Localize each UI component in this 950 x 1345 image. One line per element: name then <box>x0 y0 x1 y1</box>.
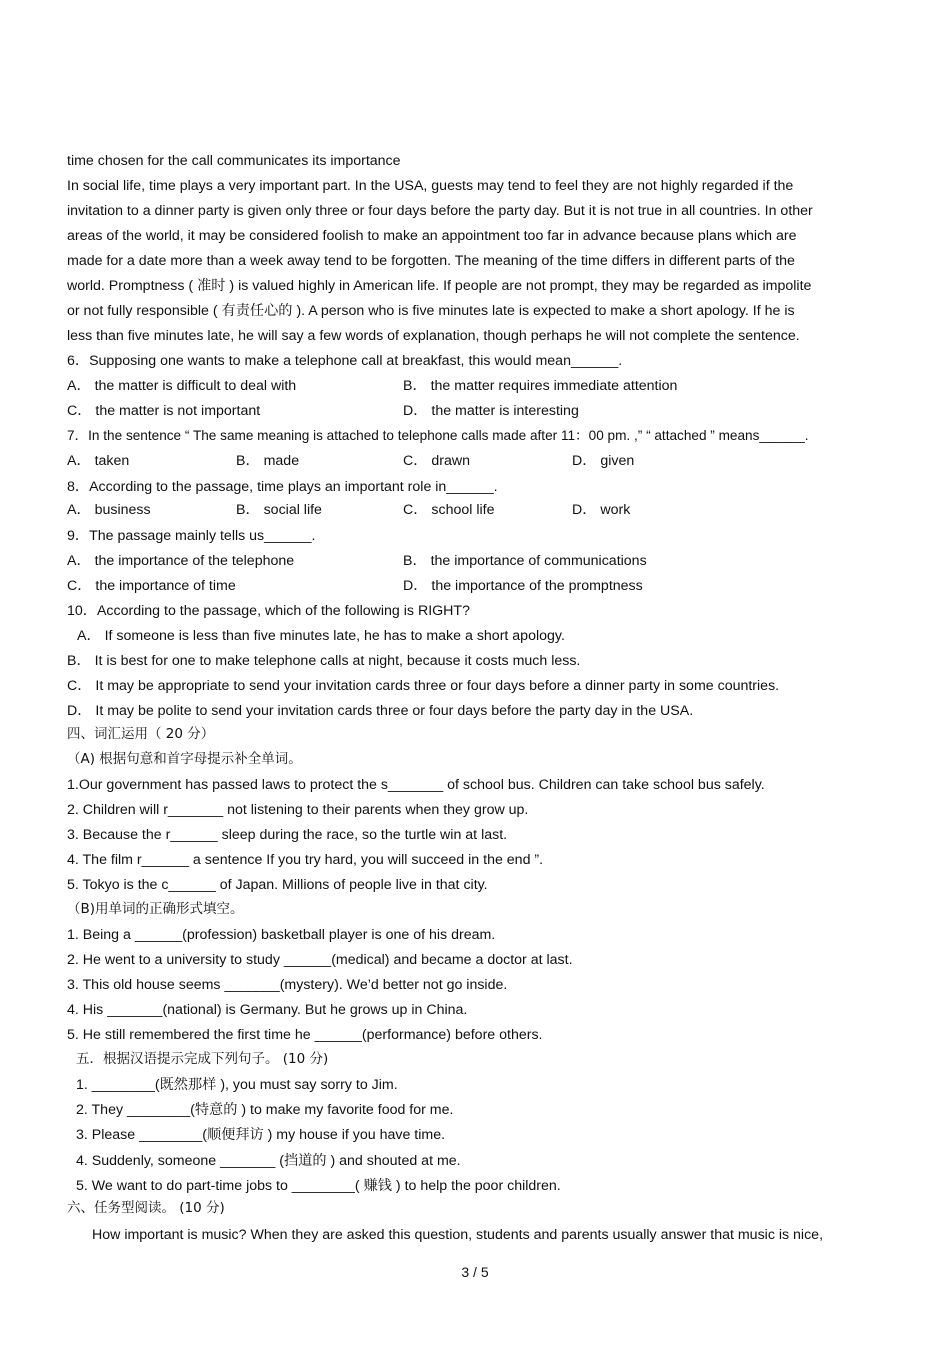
passage-line: invitation to a dinner party is given only three or four days before the party day. But it is not true in all countries. In other <box>67 203 813 219</box>
passage-line: areas of the world, it may be considered foolish to make an appointment too far in advance because plans which are <box>67 228 797 244</box>
list-item: 5. Tokyo is the c______ of Japan. Millions of people live in that city. <box>67 877 488 893</box>
option-c: C． drawn <box>403 453 471 469</box>
option-c: C． It may be appropriate to send your invitation cards three or four days before a dinner party in some countries. <box>67 678 780 694</box>
question-stem: 7．In the sentence “ The same meaning is attached to telephone calls made after 11：00 pm. ,” “ attached ” means______. <box>67 428 809 443</box>
section-title: 四、词汇运用（ 20 分） <box>67 726 215 742</box>
option-b: B． the matter requires immediate attention <box>403 378 678 394</box>
list-item: 2. They ________(特意的 ) to make my favorite food for me. <box>76 1102 454 1118</box>
passage-line: world. Promptness ( 准时 ) is valued highly in American life. If people are not prompt, they may be regarded as impolite <box>67 278 812 294</box>
list-item: 5. We want to do part-time jobs to ________( 赚钱 ) to help the poor children. <box>76 1178 561 1194</box>
list-item: 2. Children will r_______ not listening to their parents when they grow up. <box>67 802 529 818</box>
part-title: （B)用单词的正确形式填空。 <box>67 901 244 917</box>
page-number: 3 / 5 <box>461 1264 489 1280</box>
option-a: A． If someone is less than five minutes late, he has to make a short apology. <box>77 628 565 644</box>
passage-line: time chosen for the call communicates its importance <box>67 153 401 169</box>
option-d: D． given <box>572 453 635 469</box>
list-item: 1. ________(既然那样 ), you must say sorry to Jim. <box>76 1077 398 1093</box>
option-d: D． work <box>572 502 631 518</box>
option-b: B． the importance of communications <box>403 553 647 569</box>
list-item: 4. His _______(national) is Germany. But he grows up in China. <box>67 1002 468 1018</box>
question-stem: 10．According to the passage, which of the following is RIGHT? <box>67 603 470 619</box>
paragraph-line: How important is music? When they are asked this question, students and parents usually answer that music is nice, <box>92 1227 824 1243</box>
list-item: 4. The film r______ a sentence If you try hard, you will succeed in the end ”. <box>67 852 544 868</box>
passage-line: or not fully responsible ( 有责任心的 ). A person who is five minutes late is expected to make a short apology. If he is <box>67 303 795 319</box>
section-title: 五．根据汉语提示完成下列句子。 (10 分) <box>76 1051 329 1067</box>
list-item: 1. Being a ______(profession) basketball player is one of his dream. <box>67 927 496 943</box>
option-a: A． the matter is difficult to deal with <box>67 378 297 394</box>
list-item: 3. This old house seems _______(mystery). We’d better not go inside. <box>67 977 508 993</box>
list-item: 3. Because the r______ sleep during the race, so the turtle win at last. <box>67 827 508 843</box>
option-d: D． the importance of the promptness <box>403 578 643 594</box>
section-title: 六、任务型阅读。 (10 分) <box>67 1200 225 1216</box>
question-stem: 6．Supposing one wants to make a telephone call at breakfast, this would mean______. <box>67 353 623 369</box>
option-a: A． taken <box>67 453 130 469</box>
list-item: 2. He went to a university to study ______(medical) and became a doctor at last. <box>67 952 573 968</box>
list-item: 5. He still remembered the first time he ______(performance) before others. <box>67 1027 543 1043</box>
option-c: C． the matter is not important <box>67 403 261 419</box>
list-item: 4. Suddenly, someone _______ (挡道的 ) and shouted at me. <box>76 1153 461 1169</box>
option-c: C． school life <box>403 502 495 518</box>
part-title: （A) 根据句意和首字母提示补全单词。 <box>67 751 302 767</box>
option-a: A． business <box>67 502 151 518</box>
option-b: B． It is best for one to make telephone calls at night, because it costs much less. <box>67 653 581 669</box>
option-c: C． the importance of time <box>67 578 236 594</box>
option-a: A． the importance of the telephone <box>67 553 295 569</box>
passage-line: less than five minutes late, he will say a few words of explanation, though perhaps he will not complete the sentence. <box>67 328 800 344</box>
list-item: 3. Please ________(顺便拜访 ) my house if you have time. <box>76 1127 446 1143</box>
passage-line: made for a date more than a week away tend to be forgotten. The meaning of the time differs in different parts of the <box>67 253 795 269</box>
question-stem: 9．The passage mainly tells us______. <box>67 528 316 544</box>
question-stem: 8．According to the passage, time plays an important role in______. <box>67 479 498 495</box>
option-b: B． social life <box>236 502 322 518</box>
list-item: 1.Our government has passed laws to protect the s_______ of school bus. Children can take school bus safely. <box>67 777 765 793</box>
option-d: D． the matter is interesting <box>403 403 579 419</box>
option-b: B． made <box>236 453 300 469</box>
passage-line: In social life, time plays a very important part. In the USA, guests may tend to feel they are not highly regarded if the <box>67 178 794 194</box>
option-d: D． It may be polite to send your invitation cards three or four days before the party day in the USA. <box>67 703 694 719</box>
